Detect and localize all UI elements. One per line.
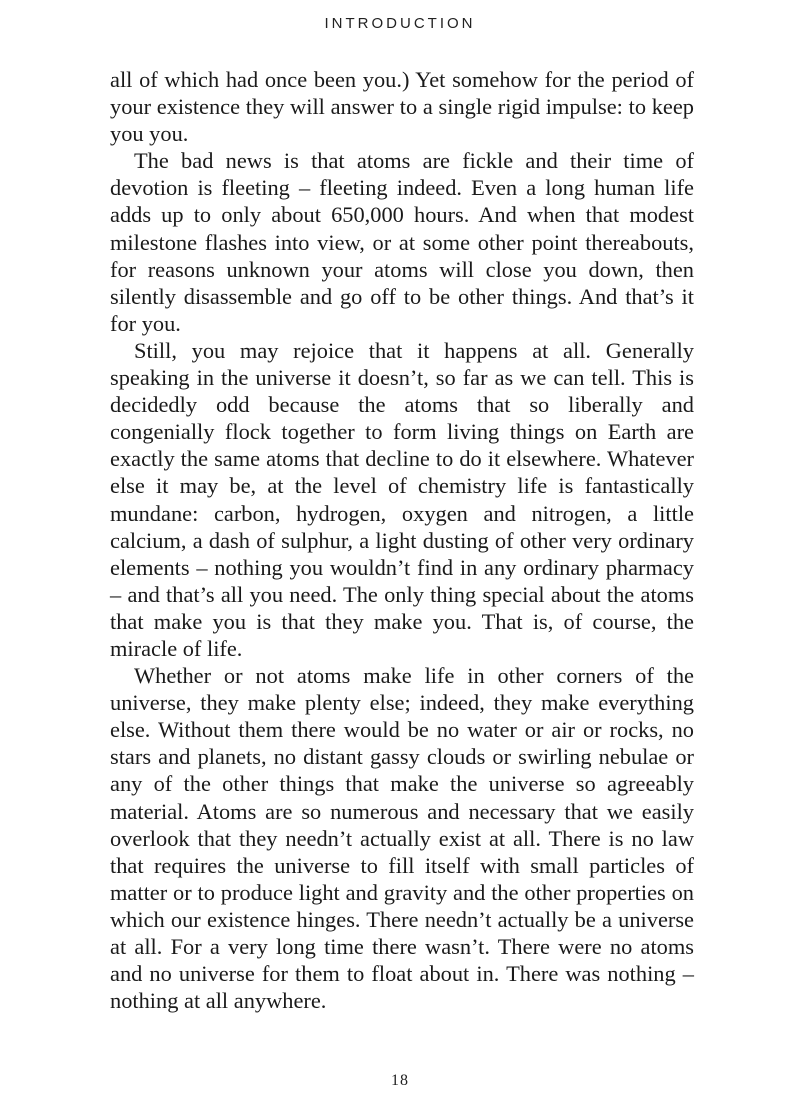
body-text: [110, 66, 694, 1014]
paragraph-continued: all of which had once been you.) Yet somehow for the period of your existence they will answer to a single rigid impulse: to keep you you.: [110, 67, 694, 147]
paragraph: Still, you may rejoice that it happens at all. Generally speaking in the universe it doesn’t, so far as we can tell. This is decidedly odd because the atoms that so liberally and congenially flock together to form living things on Earth are exactly the same atoms that decline to do it elsewhere. Whatever else it may be, at the level of chemistry life is fantastically mundane: carbon, hydrogen, oxygen and nitrogen, a little calcium, a dash of sulphur, a light dusting of other very ordinary elements – nothing you wouldn’t find in any ordinary pharmacy – and that’s all you need. The only thing special about the atoms that make you is that they make you. That is, of course, the miracle of life.: [110, 337, 694, 661]
page-number: 18: [391, 1072, 409, 1089]
paragraph: Whether or not atoms make life in other corners of the universe, they make plenty else; indeed, they make everything else. Without them there would be no water or air or rocks, no stars and planets, no distant gassy clouds or swirling nebulae or any of the other things that make the universe so agreeably material. Atoms are so numerous and necessary that we easily overlook that they needn’t actually exist at all. There is no law that requires the universe to fill itself with small particles of matter or to produce light and gravity and the other properties on which our existence hinges. There needn’t actually be a universe at all. For a very long time there wasn’t. There were no atoms and no universe for them to float about in. There was nothing – nothing at all anywhere.: [110, 663, 694, 1014]
paragraph: The bad news is that atoms are fickle and their time of devotion is fleeting – fleeting indeed. Even a long human life adds up to only about 650,000 hours. And when that modest milestone flashes into view, or at some other point thereabouts, for reasons unknown your atoms will close you down, then silently disassemble and go off to be other things. And that’s it for you.: [110, 148, 694, 336]
running-head: INTRODUCTION: [324, 15, 476, 32]
